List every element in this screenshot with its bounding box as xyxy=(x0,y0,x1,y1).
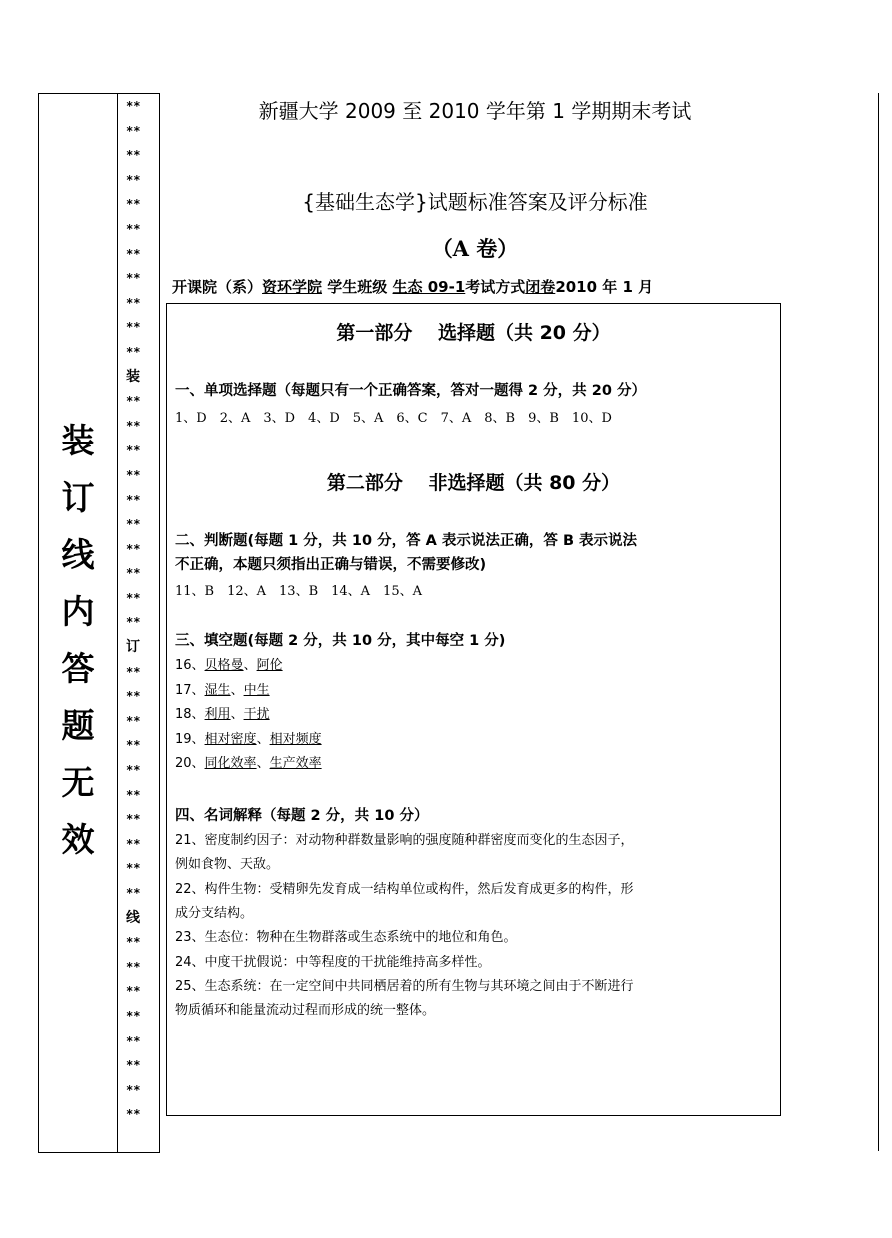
definition-line: 成分支结构。 xyxy=(175,905,254,921)
binding-char: 线 xyxy=(61,535,95,574)
star-mark: ** xyxy=(126,836,141,851)
star-mark: ** xyxy=(126,959,141,974)
fill-in-num: 17、 xyxy=(175,682,205,698)
definition-line: 25、生态系统：在一定空间中共同栖居着的所有生物与其环境之间由于不断进行 xyxy=(175,978,634,994)
star-mark: ** xyxy=(126,984,141,999)
binding-char: 效 xyxy=(61,820,95,859)
fill-in-answer-b: 阿伦 xyxy=(256,658,283,673)
fill-in-sep: 、 xyxy=(243,658,257,673)
exam-title: 新疆大学 2009 至 2010 学年第 1 学期期末考试 xyxy=(258,99,692,123)
fill-in-answer-b: 相对频度 xyxy=(269,731,322,747)
method-value: 闭卷 xyxy=(525,278,556,296)
star-mark: 装 xyxy=(126,368,140,385)
fill-in-answer xyxy=(175,752,775,776)
star-mark: ** xyxy=(126,517,141,532)
fill-in-answer-a: 同化效率 xyxy=(204,756,257,771)
star-mark: ** xyxy=(126,1058,141,1073)
fill-in-sep: 、 xyxy=(256,731,270,747)
paper-label: （A 卷） xyxy=(431,236,519,261)
fill-in-num: 19、 xyxy=(175,731,205,747)
answer-standard-title: {基础生态学}试题标准答案及评分标准 xyxy=(302,190,648,214)
fill-in-answer-a: 湿生 xyxy=(204,682,231,698)
star-mark: ** xyxy=(126,123,141,138)
star-mark: ** xyxy=(126,197,141,212)
binding-char: 内 xyxy=(61,592,95,631)
star-mark: ** xyxy=(126,99,141,113)
star-mark: ** xyxy=(126,443,141,458)
star-mark: ** xyxy=(126,713,141,728)
right-rule xyxy=(878,93,879,1151)
exam-date: 2010 年 1 月 xyxy=(555,278,654,296)
binding-char: 装 xyxy=(61,421,95,460)
star-mark: ** xyxy=(126,787,141,802)
method-label: 考试方式 xyxy=(465,278,526,296)
star-mark: ** xyxy=(126,418,141,433)
college-value: 资环学院 xyxy=(262,278,323,296)
star-mark: ** xyxy=(126,394,141,409)
part2-title: 第二部分 非选择题（共 80 分） xyxy=(326,472,621,494)
star-mark: ** xyxy=(126,1082,141,1097)
course-info-line xyxy=(172,276,782,297)
star-mark: ** xyxy=(126,763,141,778)
college-label: 开课院（系） xyxy=(172,278,263,296)
fill-in-num: 16、 xyxy=(175,658,205,673)
definition-line: 23、生态位：物种在生物群落或生态系统中的地位和角色。 xyxy=(175,930,517,946)
star-mark: ** xyxy=(126,935,141,950)
fill-in-answer-a: 贝格曼 xyxy=(204,658,244,673)
fill-in-num: 18、 xyxy=(175,707,205,722)
star-mark: ** xyxy=(126,1033,141,1048)
definition-line: 物质循环和能量流动过程而形成的统一整体。 xyxy=(175,1003,436,1019)
fill-in-sep: 、 xyxy=(230,707,244,722)
fill-in-answer-a: 相对密度 xyxy=(204,731,257,747)
star-mark: ** xyxy=(126,615,141,630)
fill-in-answer xyxy=(175,703,775,727)
definition-line: 22、构件生物：受精卵先发育成一结构单位或构件，然后发育成更多的构件，形 xyxy=(175,881,634,897)
section1-answers: 1、D 2、A 3、D 4、D 5、A 6、C 7、A 8、B 9、B 10、D xyxy=(175,411,612,426)
binding-notice xyxy=(39,412,117,868)
fill-in-sep: 、 xyxy=(230,682,244,698)
class-label: 学生班级 xyxy=(327,278,388,296)
section2-answers: 11、B 12、A 13、B 14、A 15、A xyxy=(175,584,422,599)
fill-in-answer xyxy=(175,679,775,703)
section4-heading: 四、名词解释（每题 2 分，共 10 分） xyxy=(175,808,429,824)
binding-char: 无 xyxy=(61,763,95,802)
star-mark: ** xyxy=(126,148,141,163)
star-mark: ** xyxy=(126,886,141,900)
star-mark: ** xyxy=(126,812,141,827)
star-mark: ** xyxy=(126,861,141,876)
star-list xyxy=(126,94,140,1127)
star-mark: ** xyxy=(126,221,141,236)
fill-in-num: 20、 xyxy=(175,756,205,771)
fill-in-answer xyxy=(175,654,775,678)
binding-char: 题 xyxy=(61,706,95,745)
star-mark: ** xyxy=(126,566,141,581)
star-mark: ** xyxy=(126,320,141,335)
star-mark: ** xyxy=(126,541,141,556)
star-mark: ** xyxy=(126,271,141,286)
binding-char: 订 xyxy=(61,478,95,517)
fill-in-answer-b: 生产效率 xyxy=(269,756,322,771)
definition-line: 21、密度制约因子：对动物种群数量影响的强度随种群密度而变化的生态因子， xyxy=(175,833,634,848)
star-mark: ** xyxy=(126,689,141,704)
definition-line: 24、中度干扰假说：中等程度的干扰能维持高多样性。 xyxy=(175,954,491,970)
section1-heading: 一、单项选择题（每题只有一个正确答案，答对一题得 2 分，共 20 分） xyxy=(175,383,646,399)
binding-char: 答 xyxy=(61,649,95,688)
part1-title: 第一部分 选择题（共 20 分） xyxy=(336,322,611,344)
class-value: 生态 09-1 xyxy=(392,278,466,296)
star-mark: 线 xyxy=(126,909,140,926)
star-mark: ** xyxy=(126,1107,141,1122)
fill-in-answer-a: 利用 xyxy=(204,707,231,722)
fill-in-answer-b: 中生 xyxy=(243,682,270,698)
star-mark: ** xyxy=(126,492,141,507)
star-mark: ** xyxy=(126,246,141,261)
section2-heading-line1: 二、判断题(每题 1 分，共 10 分，答 A 表示说法正确，答 B 表示说法 xyxy=(175,533,638,549)
star-mark: ** xyxy=(126,344,141,359)
star-mark: ** xyxy=(126,1008,141,1023)
star-column xyxy=(117,93,160,1153)
star-mark: 订 xyxy=(126,639,140,656)
definition-line: 例如食物、天敌。 xyxy=(175,857,280,873)
fill-in-answer xyxy=(175,728,775,752)
binding-column xyxy=(38,93,118,1153)
star-mark: ** xyxy=(126,172,141,187)
fill-in-answer-b: 干扰 xyxy=(243,707,270,722)
section2-heading-line2: 不正确，本题只须指出正确与错误，不需要修改) xyxy=(175,557,487,573)
fill-in-sep: 、 xyxy=(256,756,270,771)
star-mark: ** xyxy=(126,738,141,753)
star-mark: ** xyxy=(126,590,141,605)
star-mark: ** xyxy=(126,295,141,310)
star-mark: ** xyxy=(126,467,141,482)
answer-content-box xyxy=(166,303,781,1116)
star-mark: ** xyxy=(126,664,141,679)
section3-heading: 三、填空题(每题 2 分，共 10 分，其中每空 1 分) xyxy=(175,633,506,649)
